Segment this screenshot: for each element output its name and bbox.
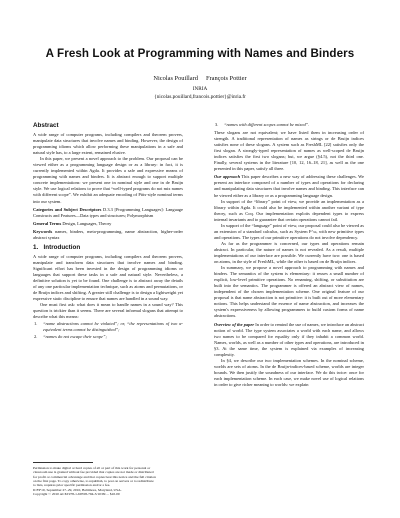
intro-paragraph: A wide range of computer programs, including compilers and theorem provers, manipulate and transform data structures that involve names and binding. Significant effort has been invested in the design of programming idioms or languages that support these tasks in a safe and natural style. Nevertheless, a definitive solution is yet to be found. One challenge is to abstract away the details of any one particular implementation technique, such as atoms and permutations, or de Bruijn indices and shifting. A greater still challenge is to design a lightweight yet expressive static discipline to ensure that names are handled in a sound way.	[33, 253, 183, 302]
footnote-line: Permission to make digital or hard copies of all or part of this work for personal or	[33, 466, 151, 470]
categories-text: D.3.3 [Programming Languages]: Language Constructs and Features—Data types and structures; Polymorphism	[33, 206, 183, 218]
body-paragraph: In support of the “language” point of view, our proposal could also be viewed as an extension of a standard calculus, such as System F^ω, with new primitive types and operations. The types of our primitive operations do not involve dependency.	[214, 222, 364, 240]
body-paragraph: In summary, we propose a novel approach to programming with names and binders. The semantics of the system is elementary: it reuses a small number of explicit, low-level primitive operations. No renaming, shifting, or substitution are built into the semantics. The programmer is offered an abstract view of names, independent of the chosen implementation scheme. One original feature of our proposal is that name abstraction is not primitive: it is built out of more elementary notions. This helps understand the essence of name abstraction, and increases the system's expressiveness by allowing programmers to build custom forms of name abstractions.	[214, 265, 364, 319]
abstract-heading: Abstract	[33, 122, 59, 129]
footnote-line: classroom use is granted without fee provided that copies are not made or distributed	[33, 470, 154, 475]
slogan-text: “names do not escape their scope”;	[43, 334, 107, 340]
categories	[33, 207, 183, 219]
slogan-number: 2.	[34, 334, 38, 340]
body-paragraph: As far as the programmer is concerned, our types and operations remain abstract. In particular, the nature of names is not revealed. As a result, multiple implementations of our interface are possible. We currently have two: one is based on atoms, in the style of FreshML, while the other is based on de Bruijn indices.	[214, 240, 364, 265]
slogan-item	[33, 334, 183, 340]
copyright-footnote	[33, 466, 183, 496]
left-column	[33, 122, 183, 341]
keywords-text: names, binders, meta-programming, name abstraction, higher-order abstract syntax	[33, 228, 183, 240]
footnote-line: to lists, requires prior specific permission and/or a fee.	[33, 483, 111, 488]
abstract-paragraph: In this paper, we present a novel approach to the problem. Our proposal can be viewed either as a programming language design or as a library: in fact, it is currently implemented within Agda. It provides a safe and expressive means of programming with names and binders. It is abstract enough to support multiple concrete implementations: we present one in nominal style and one in de Bruijn style. We use logical relations to prove that “well-typed programs do not mix names with different scope”. We exhibit an adequate encoding of Pitts-style nominal terms into our system.	[33, 156, 183, 204]
categories-label: Categories and Subject Descriptors	[33, 206, 102, 212]
footnote-rule	[33, 462, 93, 463]
keywords	[33, 229, 183, 241]
body-paragraph: In support of the “library” point of view, we provide an implementation as a library within Agda. It could also be implemented within another variant of type theory, such as Coq. Our implementation exploits dependent types to express internal invariants and to guarantee that certain operations cannot fail.	[214, 198, 364, 222]
overview-text: In order to remind the use of names, we introduce an abstract notion of world. The type system associates a world with each name, and allows two names to be compared for equality only if they inhabit a common world. Names, worlds, as well as a number of other types and operations, are introduced in §3. At the same time, the system is explained via examples of increasing complexity.	[214, 321, 365, 357]
paper-affiliation: INRIA	[192, 86, 208, 92]
slogan-text: “name abstractions cannot be violated”; or, “the representations of two α-equivalent terms cannot be distinguished”;	[43, 321, 183, 333]
body-paragraph: These slogans are not equivalent; we have listed them in increasing order of strength. A traditional representation of names as strings or de Bruijn indices satisfies none of these slogans. A system such as FreshML [22] satisfies only the first slogan. A strongly-typed representation of names as well-scoped de Bruijn indices satisfies the first two slogans; but, we argue (§4.5), not the third one. Finally, several systems in the literature [10, 12, 16–18, 21], as well as the one presented in this paper, satisfy all three.	[214, 130, 364, 172]
introduction-heading: 1. Introduction	[33, 243, 81, 251]
footnote-line: for profit or commercial advantage and that copies bear this notice and the full citation	[33, 474, 156, 479]
right-column	[214, 122, 364, 388]
abstract-paragraph: A wide range of computer programs, including compilers and theorem provers, manipulate data structures that involve names and binding. However, the design of programming idioms which allow performing these manipulations in a safe and natural style has, to a large extent, remained elusive.	[33, 132, 183, 156]
body-paragraph: In §4, we describe our two implementation schemes. In the nominal scheme, worlds are sets of atoms. In the de Bruijn-indices-based scheme, worlds are integer bounds. We then justify the soundness of our interface. We do this twice: once for each implementation scheme. In each case, we make novel use of logical relations in order to give richer meaning to worlds: we explain	[214, 357, 364, 387]
keywords-label: Keywords	[33, 228, 53, 234]
general-terms	[33, 221, 183, 227]
intro-paragraph: One must first ask: what does it mean to handle names in a sound way? This question is trickier than it seems. There are several informal slogans that attempt to describe what this means:	[33, 302, 183, 320]
contribution-text: This paper describes a new way of addressing these challenges. We present an interface composed of a number of types and operations for declaring and manipulating data structures that involve names and binding. This interface can be viewed either as a library or as a programming language design.	[214, 174, 364, 198]
paper-title: A Fresh Look at Programming with Names and Binders	[45, 47, 355, 60]
slogan-text: “names with different scopes cannot be mixed”.	[224, 122, 310, 127]
paper-email: {nicolas.pouillard,francois.pottier}@inria.fr	[154, 94, 246, 100]
contribution-paragraph	[214, 174, 364, 198]
slogan-item	[214, 122, 364, 128]
overview-label: Overview of the paper	[214, 321, 255, 327]
general-terms-text: Design, Languages, Theory	[62, 220, 112, 226]
slogan-item	[33, 321, 183, 333]
paper-authors: Nicolas Pouillard François Pottier	[153, 75, 247, 82]
contribution-label: Our approach	[214, 174, 241, 180]
overview-paragraph	[214, 322, 364, 358]
general-terms-label: General Terms	[33, 220, 62, 226]
footnote-line: ICFP'10, September 27–29, 2010, Baltimore, Maryland, USA.	[33, 487, 122, 492]
slogan-number: 3.	[215, 122, 219, 127]
slogan-number: 1.	[34, 321, 38, 327]
footnote-line: on the first page. To copy otherwise, to republish, to post on servers or to redistribute	[33, 479, 154, 484]
footnote-line: Copyright © 2010 ACM 978-1-60558-794-3/10/09… $10.00	[33, 492, 120, 497]
